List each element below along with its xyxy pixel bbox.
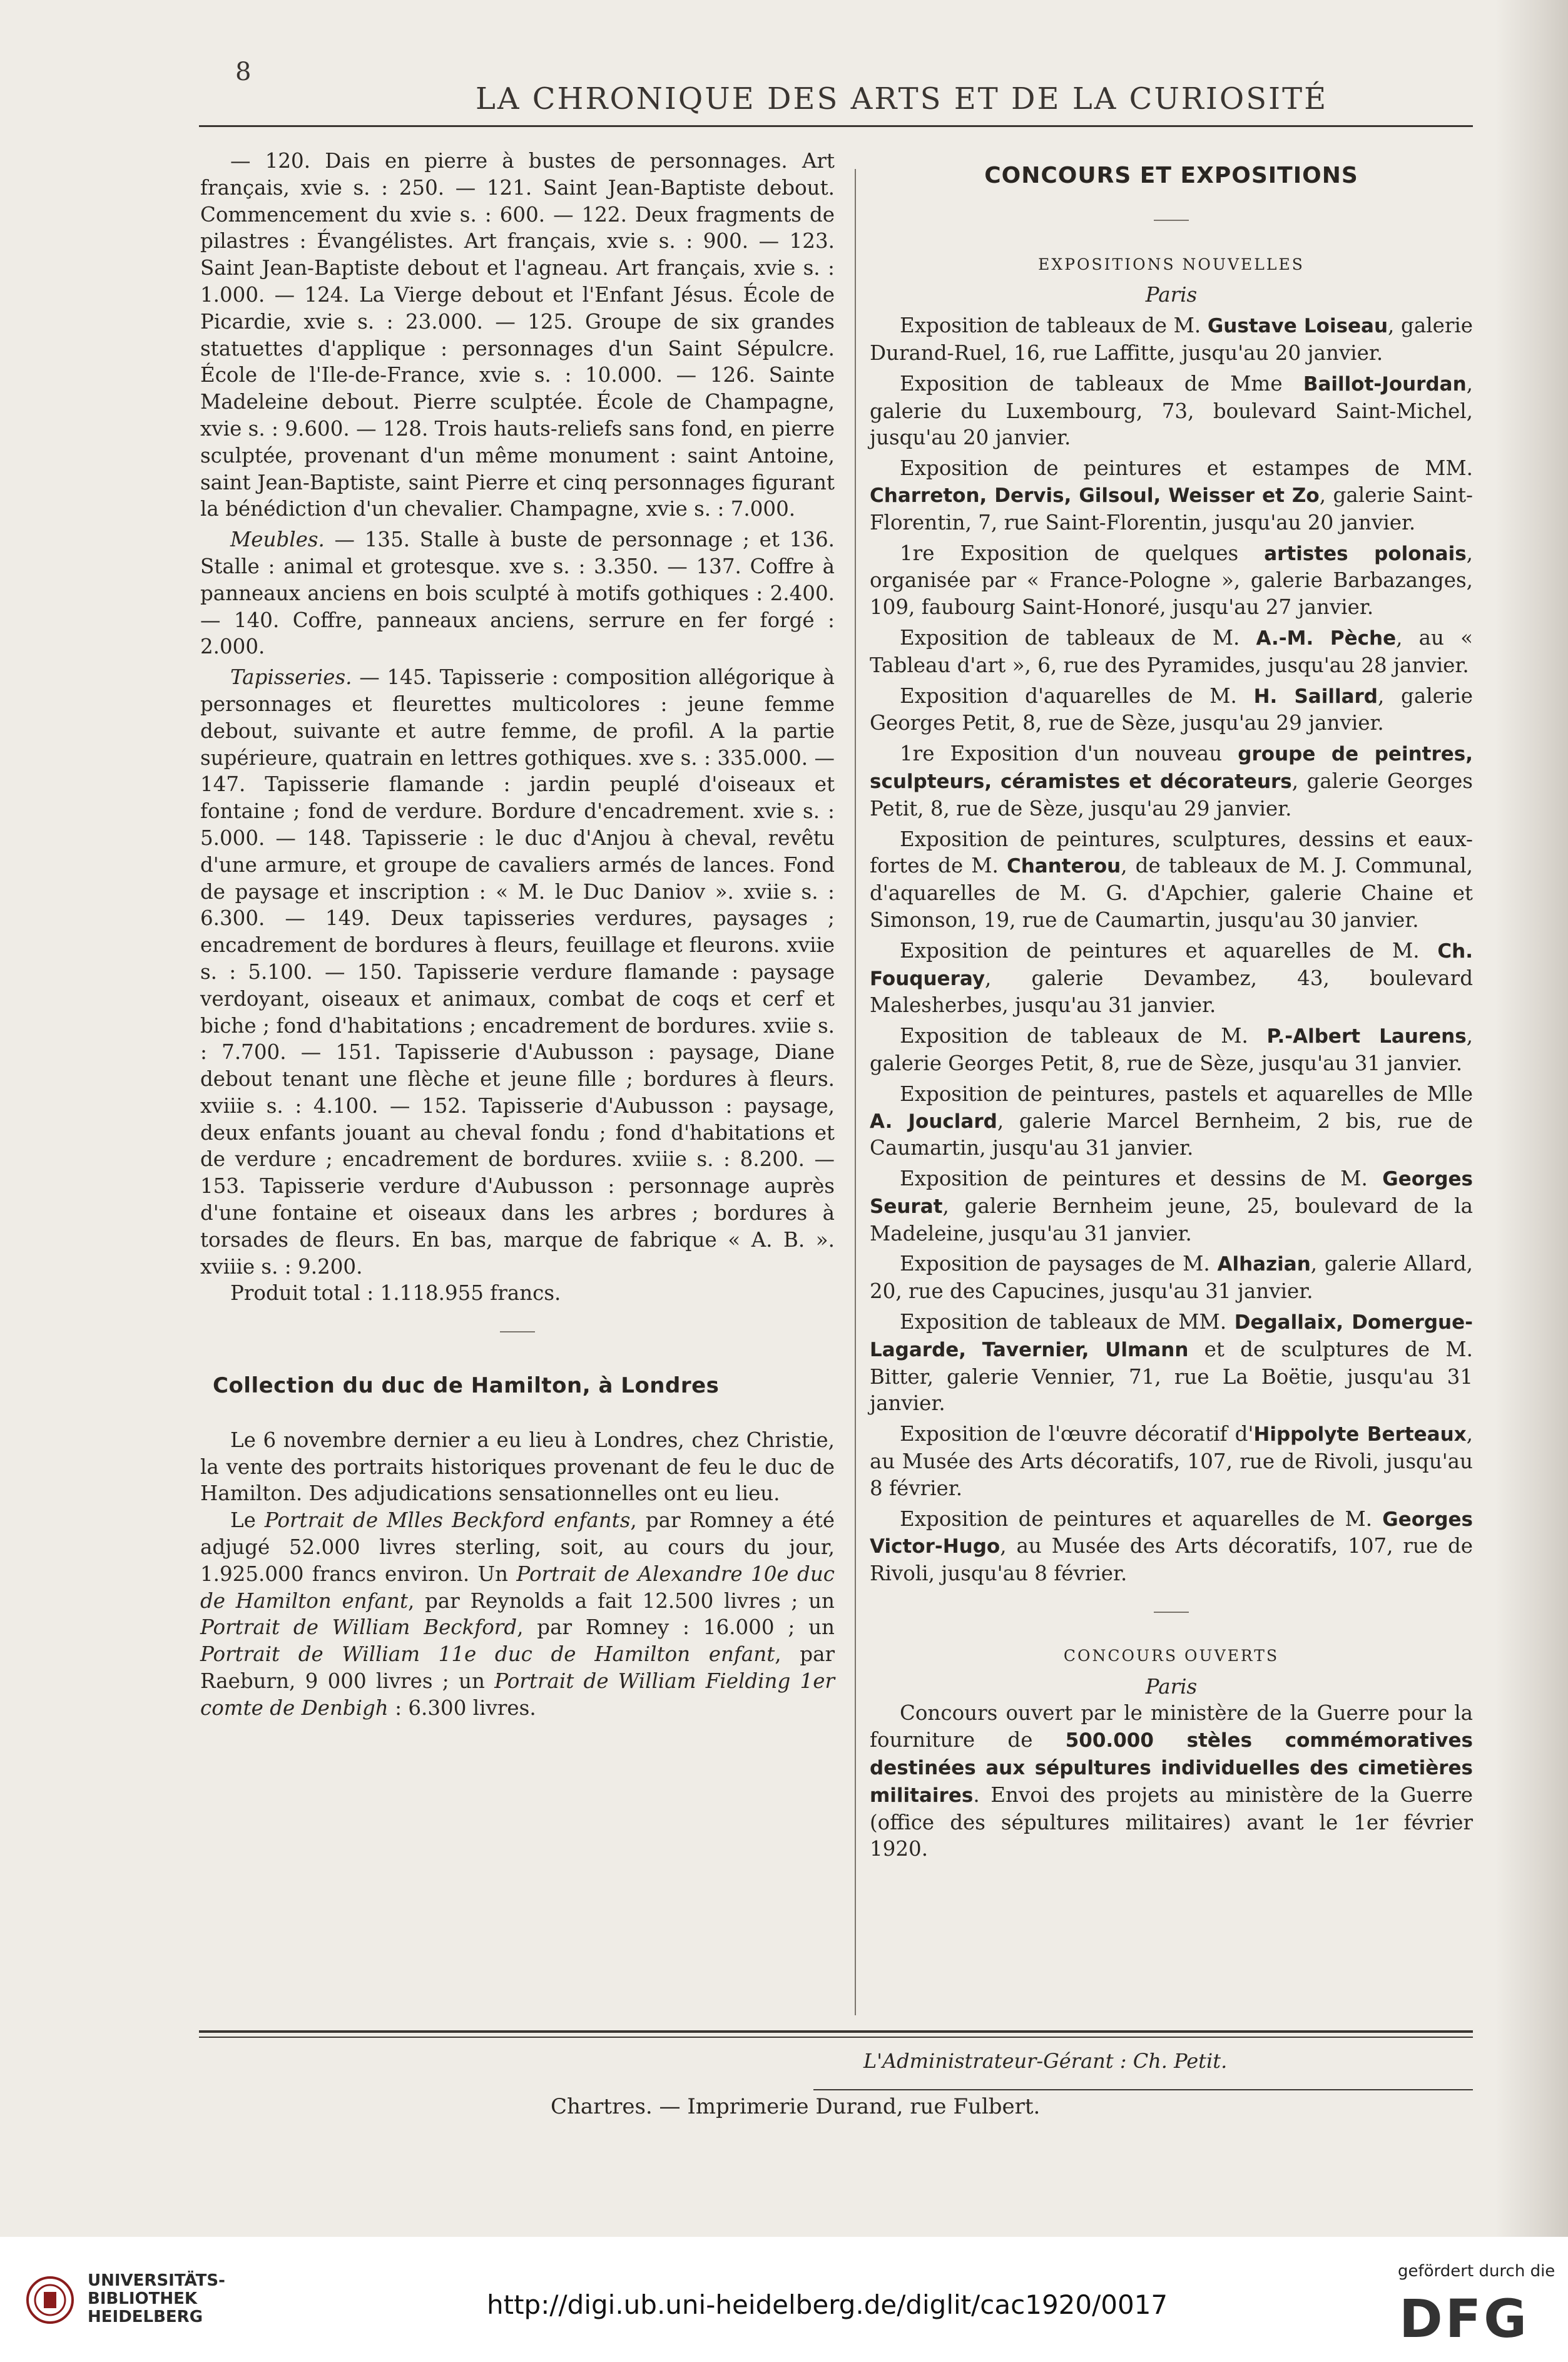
column-divider <box>855 169 856 2015</box>
collection-paragraph-1: Le 6 novembre dernier a eu lieu à Londres, chez Christie, la vente des portraits historiques provenant de feu le duc de Hamilton. Des adjudications sensationnelles ont eu lieu. <box>200 1428 835 1506</box>
left-column <box>200 148 835 1722</box>
printer-rule <box>813 2089 1473 2090</box>
entry-text: , galerie Georges Petit, 8, rue de Sèze, jusqu'au 29 janvier. <box>870 683 1473 735</box>
exhibition-entry <box>870 740 1473 822</box>
text-run: , par Romney : 16.000 ; un <box>517 1615 835 1640</box>
artwork-title: Portrait de William Beckford <box>200 1615 517 1640</box>
text-run: , par Raeburn, 9 000 livres ; un <box>200 1642 835 1694</box>
entry-text: Exposition de peintures, sculptures, dessins et eaux-fortes de M. <box>870 827 1473 878</box>
concours-city: Paris <box>1145 1674 1198 1699</box>
sculpture-lots-paragraph: — 120. Dais en pierre à bustes de personnages. Art français, xvie s. : 250. — 121. Saint Jean-Baptiste debout. Commencement du xvie s. : 600. — 122. Deux fragments de pilastres : Évangélistes. Art français, xvie s. : 900. — 123. Saint Jean-Baptiste debout et l'agneau. Art français, xvie s. : 1.000. — 124. La Vierge debout et l'Enfant Jésus. École de Picardie, xvie s. : 23.000. — 125. Groupe de six grandes statuettes d'applique : personnages d'un Saint Sépulcre. École de l'Ile-de-France, xvie s. : 10.000. — 126. Sainte Madeleine debout. Pierre sculptée. École de Champagne, xvie s. : 9.600. — 128. Trois hauts-reliefs sans fond, en pierre sculptée, provenant d'un même monument : saint Antoine, saint Jean-Baptiste, saint Pierre et cinq personnages figurant la bénédiction d'un chevalier. Champagne, xvie s. : 7.000. <box>200 149 835 521</box>
entry-text: , galerie Marcel Bernheim, 2 bis, rue de Caumartin, jusqu'au 31 janvier. <box>870 1108 1473 1160</box>
artwork-title: Portrait de Alexandre 10e duc de Hamilton enfant <box>200 1562 835 1613</box>
meubles-text: — 135. Stalle à buste de personnage ; et 136. Stalle : animal et grotesque. xve s. : 3.350. — 137. Coffre à panneaux anciens en bois sculpté à motifs gothiques : 2.400. — 140. Coffre, panneaux anciens, serrure en fer forgé : 2.000. <box>200 528 835 659</box>
expositions-heading: EXPOSITIONS NOUVELLES <box>1038 255 1305 274</box>
running-title: LA CHRONIQUE DES ARTS ET DE LA CURIOSITÉ <box>476 81 1328 116</box>
text-run: . Envoi des projets au ministère de la Guerre (office des sépultures militaires) avant le 1er février 1920. <box>870 1782 1473 1861</box>
furniture-lots-paragraph <box>200 526 835 660</box>
exhibitor-name: H. Saillard <box>1253 685 1378 708</box>
text-run: : 6.300 livres. <box>388 1695 536 1720</box>
entry-text: , galerie du Luxembourg, 73, boulevard Saint-Michel, jusqu'au 20 janvier. <box>870 371 1473 450</box>
entry-text: Exposition de paysages de M. <box>900 1252 1218 1276</box>
exhibitor-name: Gustave Loiseau <box>1207 315 1388 338</box>
printer-line: Chartres. — Imprimerie Durand, rue Fulbert. <box>551 2094 1041 2119</box>
exhibition-entry <box>870 625 1473 679</box>
institution-line: BIBLIOTHEK <box>88 2289 198 2308</box>
exhibitor-name: Hippolyte Berteaux <box>1253 1423 1467 1446</box>
entry-text: Exposition de tableaux de MM. <box>900 1310 1235 1334</box>
exhibitor-name: groupe de peintres, sculpteurs, céramistes et décorateurs <box>870 743 1473 793</box>
right-column <box>870 148 1473 1863</box>
header-rule <box>199 125 1473 127</box>
entry-text: , galerie Allard, 20, rue des Capucines, jusqu'au 31 janvier. <box>870 1252 1473 1304</box>
entry-text: Exposition de peintures et dessins de M. <box>900 1167 1383 1191</box>
section-title: CONCOURS ET EXPOSITIONS <box>984 163 1358 188</box>
page-edge-shadow <box>1495 0 1568 2237</box>
concours-subject: 500.000 stèles commémoratives destinées aux sépultures individuelles des cimetières militaires <box>870 1729 1473 1807</box>
collection-paragraph-2 <box>200 1507 835 1721</box>
exhibitor-name: Charreton, Dervis, Gilsoul, Weisser et Zo <box>870 484 1320 507</box>
tapisseries-text: — 145. Tapisserie : composition allégorique à personnages et fleurettes multicolores : jeune femme debout, suivante et autre femme, de profil. A la partie supérieure, quatrain en lettres gothiques. xve s. : 335.000. — 147. Tapisserie flamande : jardin peuplé d'oiseaux et fontaine ; fond de verdure. Bordure d'encadrement. xvie s. : 5.000. — 148. Tapisserie : le duc d'Anjou à cheval, revêtu d'une armure, et groupe de cavaliers armés de lances. Fond de paysage et inscription : « M. le Duc Daniov ». xviie s. : 6.300. — 149. Deux tapisseries verdures, paysages ; encadrement de bordures à fleurs, feuillage et fleurons. xviie s. : 5.100. — 150. Tapisserie verdure flamande : paysage verdoyant, oiseaux et animaux, combat de coqs et cerf et biche ; fond d'habitations ; encadrement de bordures. xviie s. : 7.700. — 151. Tapisserie d'Aubusson : paysage, Diane debout tenant une flèche et jeune fille ; bordures à fleurs. xviiie s. : 4.100. — 152. Tapisserie d'Aubusson : paysage, deux enfants jouant au cheval fondu ; fond d'habitations et de verdure ; encadrement de bordures. xviiie s. : 8.200. — 153. Tapisserie verdure d'Aubusson : personnage auprès d'une fontaine et oiseaux dans les arbres ; bordures à torsades de fleurs. En bas, marque de fabrique « A. B. ». xviiie s. : 9.200. <box>200 665 835 1279</box>
entry-text: Exposition de peintures, pastels et aquarelles de Mlle <box>900 1081 1473 1106</box>
concours-heading: CONCOURS OUVERTS <box>1063 1646 1280 1665</box>
expositions-city: Paris <box>1145 283 1198 307</box>
entry-text: Exposition de peintures et estampes de MM. <box>900 456 1473 481</box>
exhibitor-name: A.-M. Pèche <box>1256 626 1397 650</box>
concours-paragraph <box>870 1700 1473 1863</box>
entry-text: , de tableaux de M. J. Communal, d'aquarelles de M. G. d'Apchier, galerie Chaine et Simonson, 19, rue de Caumartin, jusqu'au 30 janvier. <box>870 854 1473 932</box>
exhibition-entry <box>870 938 1473 1019</box>
tapestry-lots-paragraph <box>200 664 835 1280</box>
institution-line: UNIVERSITÄTS- <box>88 2271 225 2290</box>
collection-title: Collection du duc de Hamilton, à Londres <box>213 1373 720 1399</box>
administrator-line: L'Administrateur-Gérant : Ch. Petit. <box>863 2049 1228 2073</box>
digitization-footer <box>0 2237 1568 2362</box>
artwork-title: Portrait de William Fielding 1er comte de Denbigh <box>200 1669 835 1720</box>
entry-text: Exposition de peintures et aquarelles de M. <box>900 1506 1383 1531</box>
exhibitor-name: Georges Seurat <box>870 1168 1473 1218</box>
page-number: 8 <box>235 58 252 86</box>
entry-text: Exposition de l'œuvre décoratif d' <box>900 1422 1254 1446</box>
exhibitor-name: Chanterou <box>1006 855 1121 878</box>
entry-text: et de sculptures de M. Bitter, galerie Vennier, 71, rue La Boëtie, jusqu'au 31 janvier. <box>870 1337 1473 1416</box>
exhibition-list <box>870 312 1473 1587</box>
entry-text: , galerie Bernheim jeune, 25, boulevard de la Madeleine, jusqu'au 31 janvier. <box>870 1194 1473 1245</box>
artwork-title: Portrait de Mlles Beckford enfants <box>264 1508 631 1533</box>
exhibition-entry <box>870 683 1473 737</box>
text-run: , par Reynolds a fait 12.500 livres ; un <box>408 1588 835 1613</box>
exhibitor-name: Degallaix, Domergue-Lagarde, Tavernier, Ulmann <box>870 1311 1473 1361</box>
entry-text: , galerie Georges Petit, 8, rue de Sèze, jusqu'au 31 janvier. <box>870 1024 1474 1075</box>
entry-text: , galerie Saint-Florentin, 7, rue Saint-Florentin, jusqu'au 20 janvier. <box>870 483 1473 534</box>
footer-rule-thin <box>199 2037 1473 2038</box>
institution-line: HEIDELBERG <box>88 2308 203 2326</box>
concours-separator <box>870 1597 1473 1624</box>
exhibitor-name: P.-Albert Laurens <box>1266 1025 1467 1048</box>
exhibition-entry <box>870 826 1473 934</box>
title-separator <box>870 206 1473 233</box>
entry-text: Exposition d'aquarelles de M. <box>900 683 1254 708</box>
exhibitor-name: artistes polonais <box>1264 542 1467 565</box>
dfg-logo: DFG <box>1399 2288 1530 2349</box>
entry-text: Exposition de tableaux de M. <box>900 314 1208 338</box>
entry-text: , galerie Devambez, 43, boulevard Malesherbes, jusqu'au 31 janvier. <box>870 966 1473 1018</box>
text-run: , par Romney a été adjugé 52.000 livres sterling, soit, au cours du jour, 1.925.000 francs environ. Un <box>200 1508 835 1586</box>
exhibition-entry <box>870 312 1473 367</box>
entry-text: , au Musée des Arts décoratifs, 107, rue de Rivoli, jusqu'au 8 février. <box>870 1422 1473 1500</box>
footer-rule-thick <box>199 2030 1473 2033</box>
artwork-title: Portrait de William 11e duc de Hamilton enfant <box>200 1642 775 1667</box>
sale-total: Produit total : 1.118.955 francs. <box>230 1281 561 1306</box>
text-run: Concours ouvert par le ministère de la Guerre pour la fourniture de <box>870 1701 1473 1752</box>
section-separator <box>200 1317 835 1344</box>
funded-by-label: gefördert durch die <box>1398 2262 1555 2281</box>
exhibition-entry <box>870 540 1473 621</box>
entry-text: 1re Exposition d'un nouveau <box>900 742 1238 766</box>
entry-text: , au Musée des Arts décoratifs, 107, rue de Rivoli, jusqu'au 8 février. <box>870 1534 1473 1586</box>
entry-text: , galerie Durand-Ruel, 16, rue Laffitte, jusqu'au 20 janvier. <box>870 314 1473 365</box>
exhibitor-name: Georges Victor-Hugo <box>870 1508 1473 1558</box>
exhibition-entry <box>870 1250 1473 1305</box>
tapisseries-label: Tapisseries. <box>230 665 352 690</box>
exhibition-entry <box>870 371 1473 451</box>
entry-text: 1re Exposition de quelques <box>900 541 1265 565</box>
text-run: Le <box>230 1508 265 1533</box>
entry-text: Exposition de tableaux de M. <box>900 625 1256 650</box>
exhibition-entry <box>870 455 1473 536</box>
entry-text: Exposition de tableaux de M. <box>900 1024 1267 1048</box>
institution-name <box>88 2272 225 2326</box>
entry-text: , organisée par « France-Pologne », galerie Barbazanges, 109, faubourg Saint-Honoré, jusqu'au 27 janvier. <box>870 541 1473 620</box>
exhibitor-name: Baillot-Jourdan <box>1303 372 1467 396</box>
exhibition-entry <box>870 1081 1473 1162</box>
exhibition-entry <box>870 1165 1473 1247</box>
exhibition-entry <box>870 1421 1473 1501</box>
entry-text: , galerie Georges Petit, 8, rue de Sèze, jusqu'au 29 janvier. <box>870 769 1473 821</box>
exhibition-entry <box>870 1023 1473 1077</box>
university-seal-icon <box>25 2272 75 2328</box>
exhibition-entry <box>870 1506 1473 1587</box>
entry-text: Exposition de peintures et aquarelles de M. <box>900 938 1438 963</box>
exhibitor-name: Alhazian <box>1217 1253 1311 1276</box>
exhibition-entry <box>870 1309 1473 1417</box>
entry-text: Exposition de tableaux de Mme <box>900 371 1303 396</box>
entry-text: , au « Tableau d'art », 6, rue des Pyramides, jusqu'au 28 janvier. <box>870 625 1474 677</box>
source-url-link[interactable]: http://digi.ub.uni-heidelberg.de/diglit/cac1920/0017 <box>487 2289 1168 2320</box>
meubles-label: Meubles. <box>230 528 325 552</box>
exhibitor-name: Ch. Fouqueray <box>870 939 1473 990</box>
exhibitor-name: A. Jouclard <box>870 1110 997 1133</box>
